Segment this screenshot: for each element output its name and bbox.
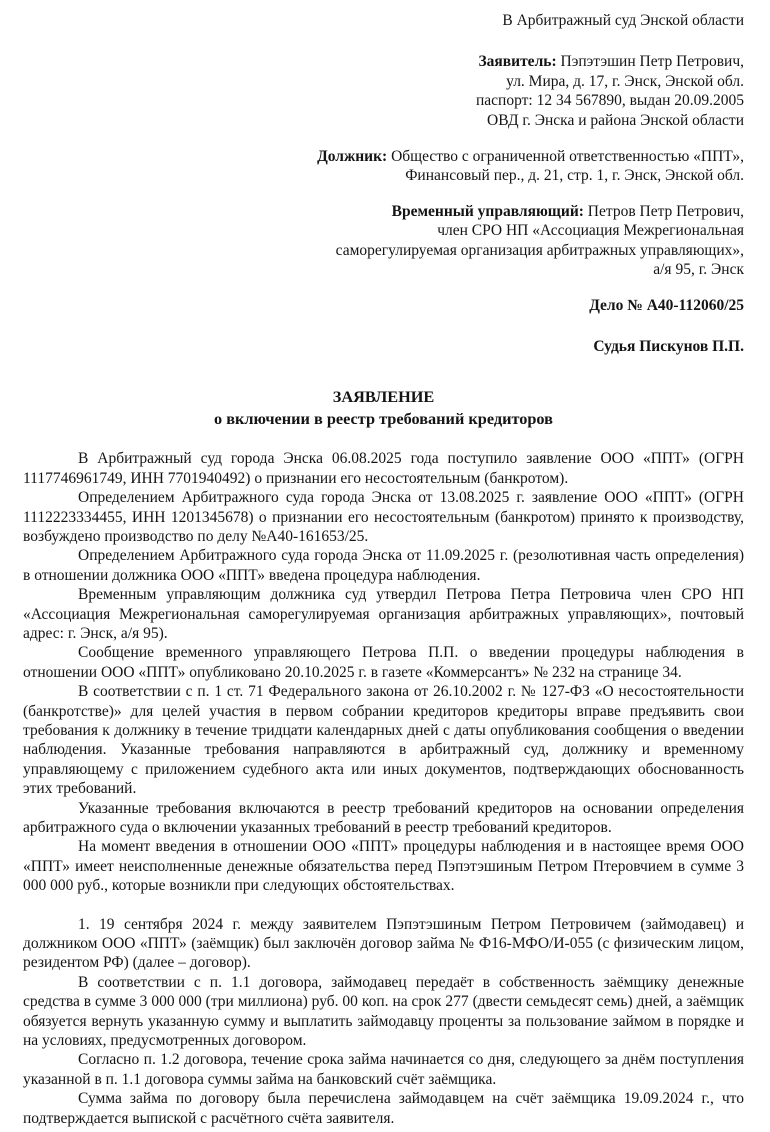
- debtor-label: Должник:: [317, 148, 388, 166]
- paragraph: В соответствии с п. 1 ст. 71 Федерального закона от 26.10.2002 г. № 127-ФЗ «О несостоятельности (банкротстве)» для целей участия в первом собрании кредиторов кредиторы вправе предъявить свои требования к должнику в течение тридцати календарных дней с даты опубликования сообщения о введении наблюдения. Указанные требования направляются в арбитражный суд, должнику и временному управляющему с приложением судебного акта или иных документов, подтверждающих обоснованность этих требований.: [23, 683, 744, 798]
- document-header: [23, 11, 744, 356]
- applicant-block: [23, 52, 744, 130]
- manager-address: а/я 95, г. Энск: [653, 261, 744, 279]
- paragraph: Сообщение временного управляющего Петрова П.П. о введении процедуры наблюдения в отношении ООО «ППТ» опубликовано 20.10.2025 г. в газете «Коммерсантъ» № 232 на странице 34.: [23, 644, 744, 681]
- debtor-address: Финансовый пер., д. 21, стр. 1, г. Энск, Энской обл.: [405, 167, 744, 185]
- paragraph: Согласно п. 1.2 договора, течение срока займа начинается со дня, следующего за днём поступления указанной в п. 1.1 договора суммы займа на банковский счёт заёмщика.: [23, 1051, 744, 1088]
- paragraph: На момент введения в отношении ООО «ППТ» процедуры наблюдения и в настоящее время ООО «ППТ» имеет неисполненные денежные обязательства перед Пэпэтэшиным Петром Птеровчием в сумме 3 000 000 руб., которые возникли при следующих обстоятельствах.: [23, 838, 744, 895]
- debtor-block: [23, 147, 744, 186]
- applicant-passport: паспорт: 12 34 567890, выдан 20.09.2005: [475, 92, 744, 110]
- manager-block: [23, 202, 744, 280]
- manager-label: Временный управляющий:: [391, 202, 584, 220]
- applicant-label: Заявитель:: [478, 53, 557, 71]
- debtor-name: Общество с ограниченной ответственностью «ППТ»,: [387, 148, 744, 166]
- paragraph: Определением Арбитражного суда города Энска от 11.09.2025 г. (резолютивная часть определения) в отношении должника ООО «ППТ» введена процедура наблюдения.: [23, 547, 744, 584]
- manager-sro-line1: член СРО НП «Ассоциация Межрегиональная: [437, 222, 744, 240]
- paragraph: Сумма займа по договору была перечислена займодавцем на счёт заёмщика 19.09.2024 г., что подтверждается выпиской с расчётного счёта заявителя.: [23, 1090, 744, 1127]
- paragraph: Определением Арбитражного суда города Энска от 13.08.2025 г. заявление ООО «ППТ» (ОГРН 1112223334455, ИНН 1201345678) о признании его несостоятельным (банкротом) принято к производству, возбуждено производство по делу №А40-161653/25.: [23, 489, 744, 545]
- paragraph: Временным управляющим должника суд утвердил Петрова Петра Петровича член СРО НП «Ассоциация Межрегиональная саморегулируемая организация арбитражных управляющих», почтовый адрес: г. Энск, а/я 95).: [23, 586, 744, 642]
- document-body: [23, 449, 744, 1128]
- manager-line: [23, 202, 744, 221]
- applicant-line: [23, 52, 744, 71]
- applicant-address: ул. Мира, д. 17, г. Энск, Энской обл.: [506, 72, 744, 90]
- document-subtitle: о включении в реестр требований кредиторов: [214, 409, 553, 429]
- paragraph: В соответствии с п. 1.1 договора, займодавец передаёт в собственность заёмщику денежные средства в сумме 3 000 000 (три миллиона) руб. 00 коп. на срок 277 (двести семьдесят семь) дней, а заёмщик обязуется вернуть указанную сумму и выплатить займодавцу проценты за пользование займом в порядке и на условиях, предусмотренных договором.: [23, 973, 744, 1050]
- paragraph: Указанные требования включаются в реестр требований кредиторов на основании определения арбитражного суда о включении указанных требований в реестр требований кредиторов.: [23, 799, 744, 836]
- case-number: Дело № А40-112060/25: [589, 297, 744, 315]
- paragraph: 1. 19 сентября 2024 г. между заявителем Пэпэтэшиным Петром Петровичем (займодавец) и должником ООО «ППТ» (заёмщик) был заключён договор займа № Ф16-МФО/И-055 (с физическим лицом, резидентом РФ) (далее – договор).: [23, 915, 744, 972]
- applicant-name: Пэпэтэшин Петр Петрович,: [556, 53, 744, 71]
- debtor-line: [23, 147, 744, 166]
- court-name: В Арбитражный суд Энской области: [502, 12, 744, 29]
- applicant-passport-issuer: ОВД г. Энска и района Энской области: [487, 111, 744, 129]
- document-title-block: [23, 386, 744, 430]
- judge-name: Судья Пискунов П.П.: [593, 337, 744, 355]
- manager-sro-line2: саморегулируемая организация арбитражных управляющих»,: [335, 241, 744, 259]
- document-title: ЗАЯВЛЕНИЕ: [332, 387, 435, 407]
- paragraph: В Арбитражный суд города Энска 06.08.2025 года поступило заявление ООО «ППТ» (ОГРН 1117746961749, ИНН 7701940492) о признании его несостоятельным (банкротом).: [23, 450, 744, 487]
- manager-name: Петров Петр Петрович,: [583, 202, 744, 220]
